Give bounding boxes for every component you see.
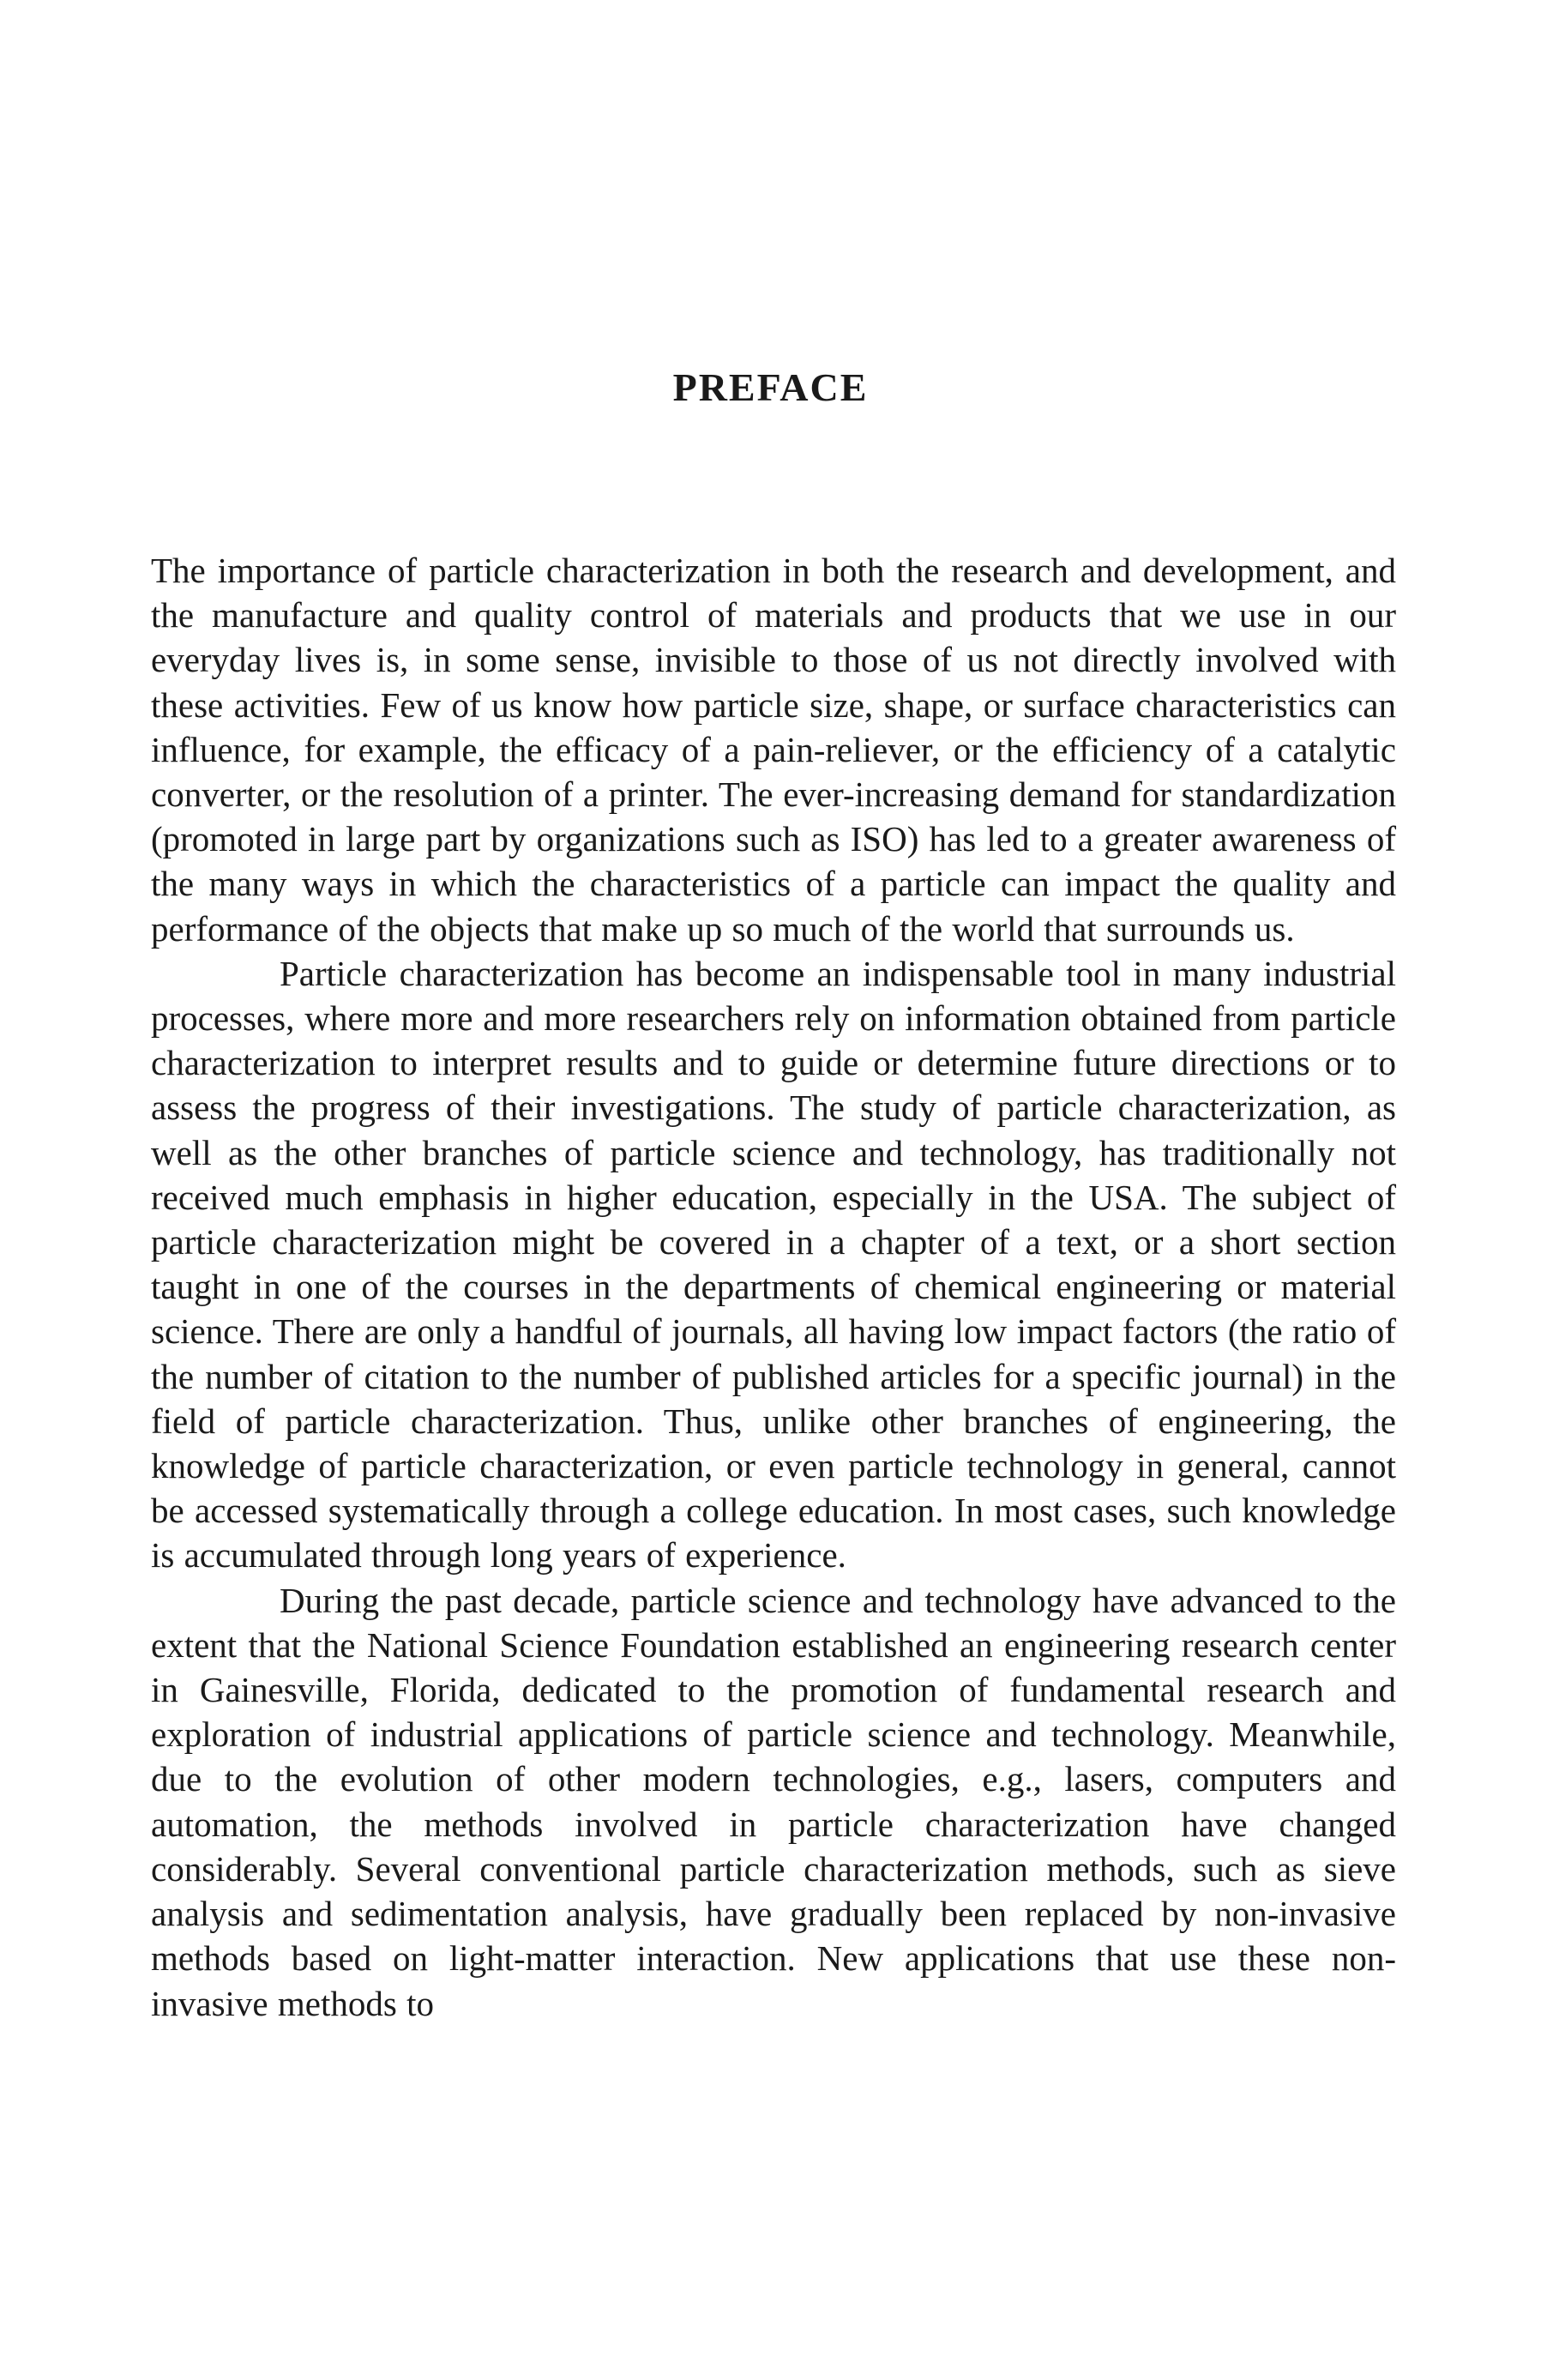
paragraph-3: During the past decade, particle science and technology have advanced to the extent that the National Science Foundation established an engineering research center in Gainesville, Florida, dedicated to the promotion of fundamental research and exploration of industrial applications of particle science and technology. Meanwhile, due to the evolution of other modern technologies, e.g., lasers, computers and automation, the methods involved in particle characterization have changed considerably. Several conventional particle characterization methods, such as sieve analysis and sedimentation analysis, have gradually been replaced by non-invasive methods based on light-matter interaction. New applications that use these non-invasive methods to <box>151 1580 1396 2023</box>
paragraph-2: Particle characterization has become an indispensable tool in many industrial processes, where more and more researchers rely on information obtained from particle characterization to interpret results and to guide or determine future directions or to assess the progress of their investigations. The study of particle characterization, as well as the other branches of particle science and technology, has traditionally not received much emphasis in higher education, especially in the USA. The subject of particle characterization might be covered in a chapter of a text, or a short section taught in one of the courses in the departments of chemical engineering or material science. There are only a handful of journals, all having low impact factors (the ratio of the number of citation to the number of published articles for a specific journal) in the field of particle characterization. Thus, unlike other branches of engineering, the knowledge of particle characterization, or even particle technology in general, cannot be accessed systematically through a college education. In most cases, such knowledge is accumulated through long years of experience. <box>151 953 1396 1576</box>
paragraph-1: The importance of particle characterization in both the research and development, and the manufacture and quality control of materials and products that we use in our everyday lives is, in some sense, invisible to those of us not directly involved with these activities. Few of us know how particle size, shape, or surface characteristics can influence, for example, the efficacy of a pain-reliever, or the efficiency of a catalytic converter, or the resolution of a printer. The ever-increasing demand for standardization (promoted in large part by organizations such as ISO) has led to a greater awareness of the many ways in which the characteristics of a particle can impact the quality and performance of the objects that make up so much of the world that surrounds us. <box>151 551 1396 949</box>
body-text <box>151 548 1396 2026</box>
page-title: PREFACE <box>672 365 869 409</box>
